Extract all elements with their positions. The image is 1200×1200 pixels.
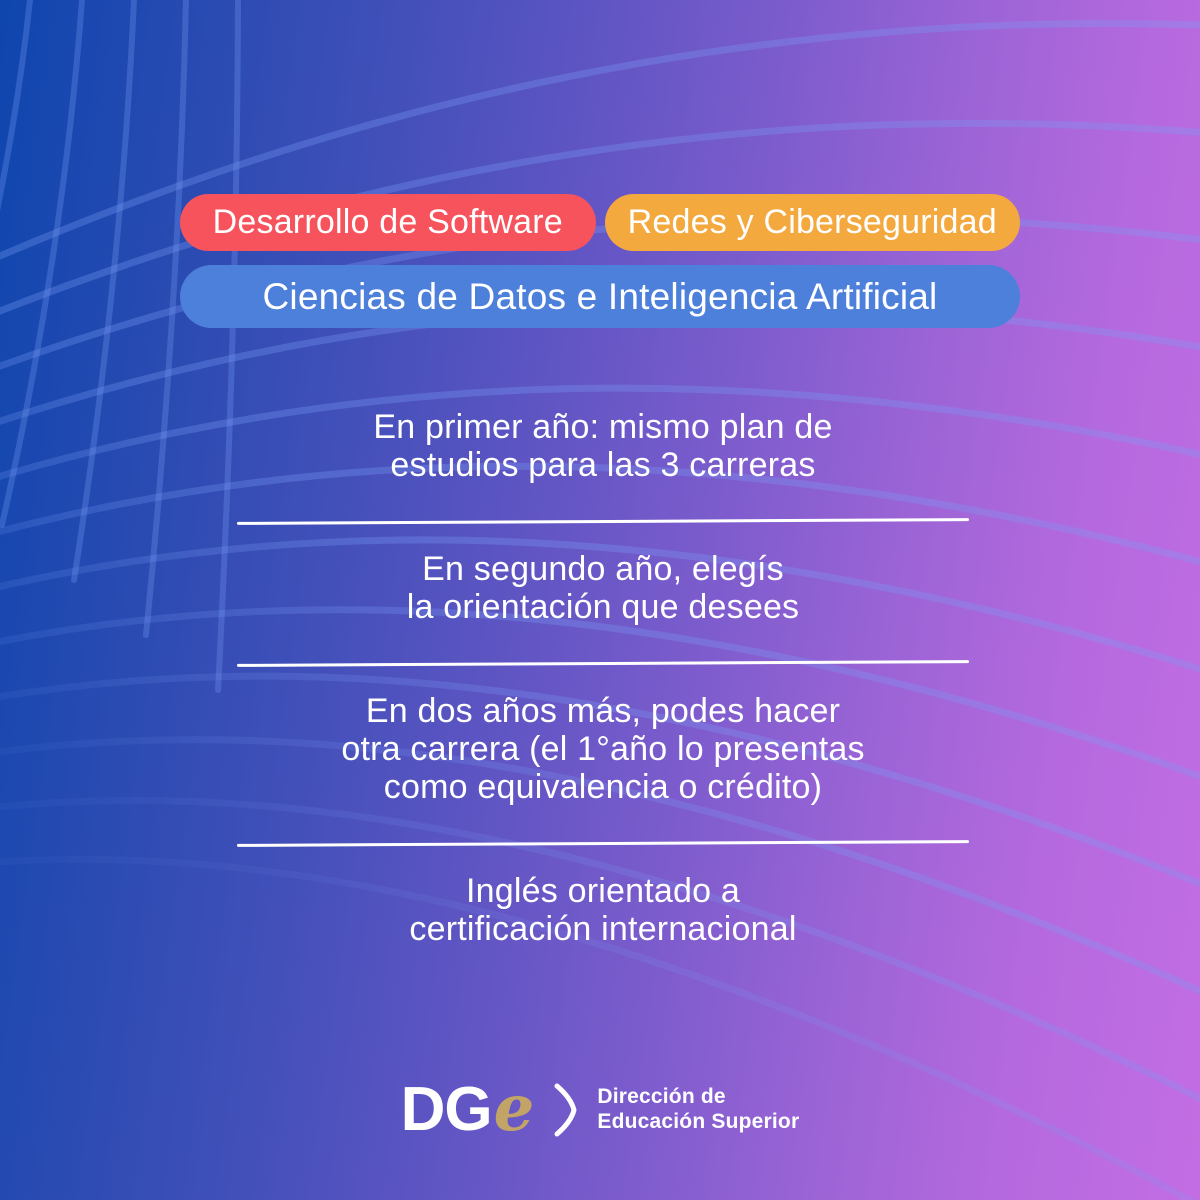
- section-line: estudios para las 3 carreras: [390, 446, 816, 484]
- footer-logo-block: [0, 1071, 1200, 1146]
- divider: [237, 840, 969, 847]
- org-name: [597, 1085, 799, 1134]
- section-line: la orientación que desees: [406, 588, 800, 626]
- section-line: como equivalencia o crédito): [383, 768, 823, 806]
- section-line: En segundo año, elegís: [422, 550, 784, 588]
- section-ingles: [227, 872, 979, 948]
- section-primer-anio: [227, 408, 979, 484]
- divider: [237, 518, 969, 525]
- divider: [237, 660, 969, 667]
- logo-e: e: [493, 1071, 534, 1146]
- pill-desarrollo-de-software: Desarrollo de Software: [180, 194, 596, 251]
- org-name-line1: Dirección de: [597, 1085, 726, 1108]
- section-line: En primer año: mismo plan de: [373, 408, 833, 446]
- career-pills: [180, 194, 1020, 328]
- section-segundo-anio: [227, 550, 979, 626]
- section-line: otra carrera (el 1°año lo presentas: [341, 730, 865, 768]
- logo-dg-text: DG: [400, 1075, 492, 1144]
- section-otra-carrera: [227, 692, 979, 806]
- section-line: certificación internacional: [409, 910, 797, 948]
- info-sections: [227, 408, 979, 948]
- pill-ciencias-de-datos-e-ia: Ciencias de Datos e Inteligencia Artificial: [180, 265, 1020, 328]
- dge-logo: [400, 1071, 534, 1146]
- section-line: Inglés orientado a: [466, 872, 740, 910]
- org-name-line2: Educación Superior: [597, 1109, 800, 1133]
- section-line: En dos años más, podes hacer: [365, 692, 841, 730]
- angle-bracket-right-icon: [551, 1081, 579, 1139]
- pill-redes-y-ciberseguridad: Redes y Ciberseguridad: [605, 194, 1021, 251]
